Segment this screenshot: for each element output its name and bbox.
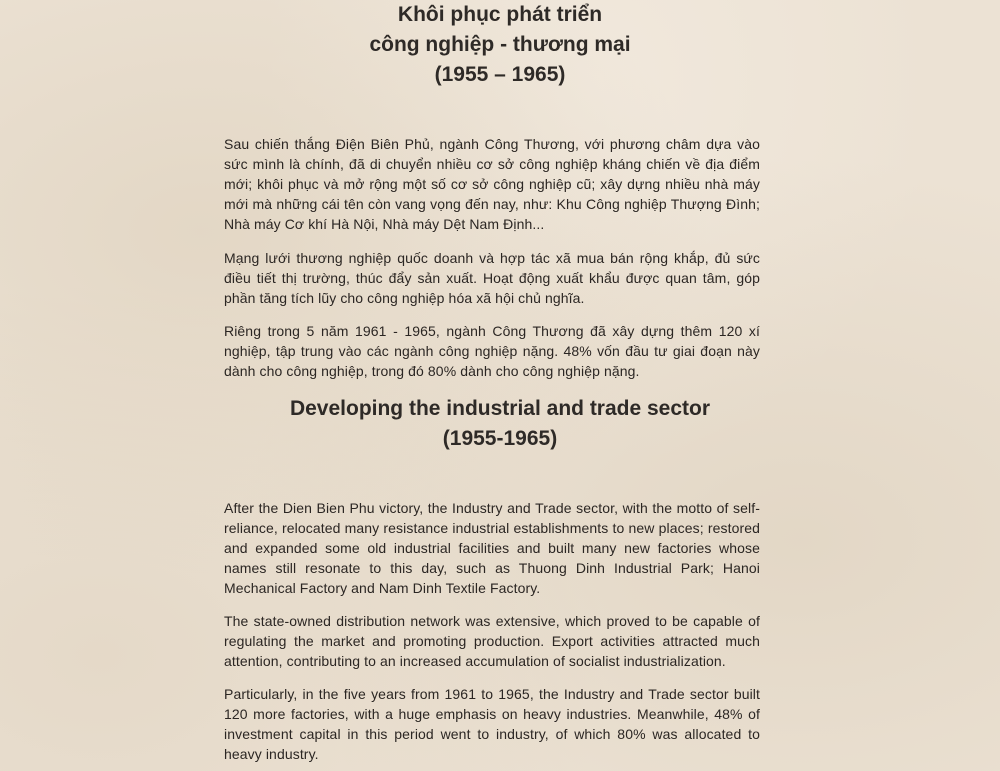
vietnamese-title-line: công nghiệp - thương mại xyxy=(369,33,631,56)
vietnamese-paragraph: Mạng lưới thương nghiệp quốc doanh và hợp tác xã mua bán rộng khắp, đủ sức điều tiết thị trường, thúc đẩy sản xuất. Hoạt động xuất khẩu được quan tâm, góp phần tăng tích lũy cho công nghiệp hóa xã hội chủ nghĩa. xyxy=(224,250,760,306)
english-paragraph: Particularly, in the five years from 1961 to 1965, the Industry and Trade sector built 120 more factories, with a huge emphasis on heavy industries. Meanwhile, 48% of investment capital in this period went to industry, of which 80% was allocated to heavy industry. xyxy=(224,686,760,762)
vietnamese-title-line: Khôi phục phát triển xyxy=(397,3,603,26)
vietnamese-title xyxy=(0,0,1000,90)
english-title-line: (1955-1965) xyxy=(442,427,558,450)
vietnamese-title-line: (1955 – 1965) xyxy=(434,63,566,86)
english-title xyxy=(0,394,1000,454)
english-paragraph: The state-owned distribution network was extensive, which proved to be capable of regulating the market and promoting production. Export activities attracted much attention, contributing to an increased accumulation of socialist industrialization. xyxy=(224,613,760,669)
vietnamese-paragraph: Sau chiến thắng Điện Biên Phủ, ngành Công Thương, với phương châm dựa vào sức mình là chính, đã di chuyển nhiều cơ sở công nghiệp kháng chiến về địa điểm mới; khôi phục và mở rộng một số cơ sở công nghiệp cũ; xây dựng nhiều nhà máy mới mà những cái tên còn vang vọng đến nay, như: Khu Công nghiệp Thượng Đình; Nhà máy Cơ khí Hà Nội, Nhà máy Dệt Nam Định... xyxy=(224,136,760,232)
vietnamese-paragraph: Riêng trong 5 năm 1961 - 1965, ngành Công Thương đã xây dựng thêm 120 xí nghiệp, tập trung vào các ngành công nghiệp nặng. 48% vốn đầu tư giai đoạn này dành cho công nghiệp, trong đó 80% dành cho công nghiệp nặng. xyxy=(224,323,760,379)
english-title-line: Developing the industrial and trade sector xyxy=(289,397,711,420)
english-paragraph: After the Dien Bien Phu victory, the Industry and Trade sector, with the motto of self-reliance, relocated many resistance industrial establishments to new places; restored and expanded some old industrial facilities and built many new factories whose names still resonate to this day, such as Thuong Dinh Industrial Park; Hanoi Mechanical Factory and Nam Dinh Textile Factory. xyxy=(224,500,760,596)
